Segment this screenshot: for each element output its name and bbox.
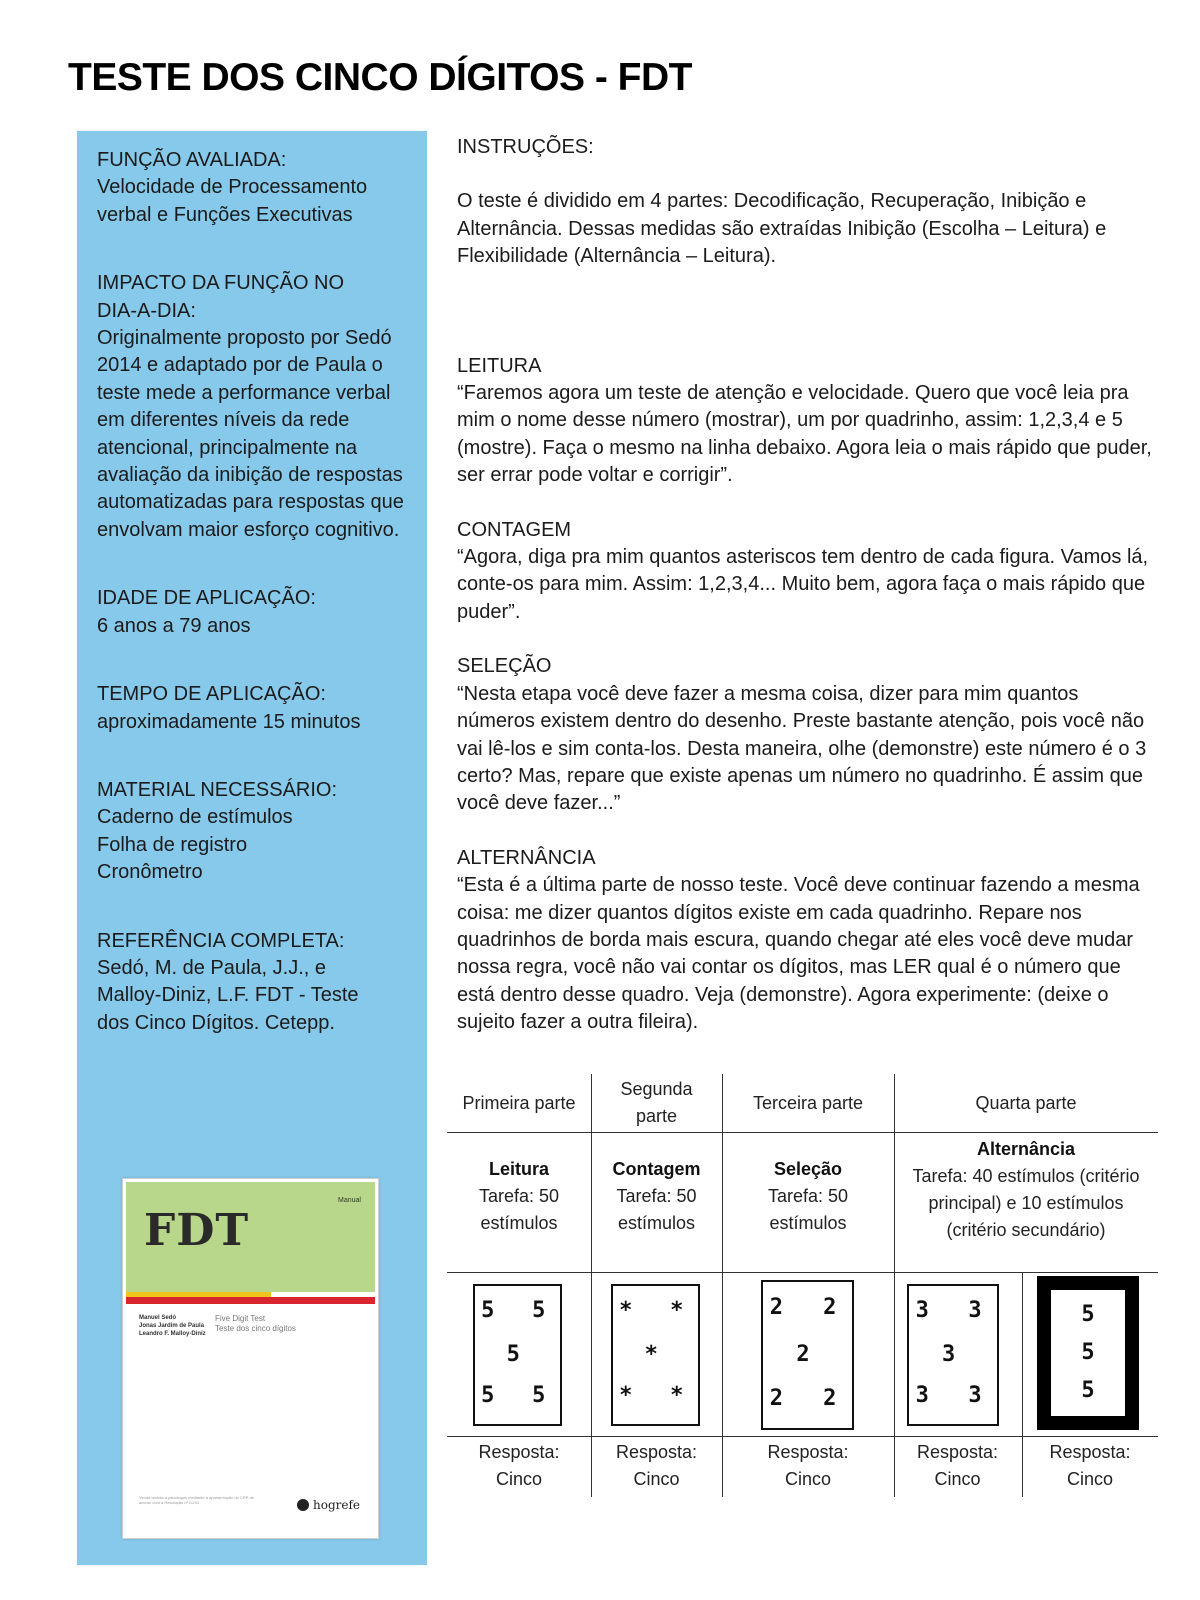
sidebar-block-material [97,777,417,887]
stimulus-symbol: 2 [796,1342,810,1367]
task-name: Alternância [976,1139,1076,1159]
table-divider [1022,1272,1023,1497]
section-heading-contagem: CONTAGEM [457,518,572,541]
table-header: Terceira parte [752,1092,864,1113]
stimulus-symbol: * [670,1297,684,1323]
sidebar-heading: REFERÊNCIA COMPLETA: [97,929,345,952]
section-text-selecao: “Nesta etapa você deve fazer a mesma coisa, dizer para mim quantos números existem dentro do desenho. Preste bastante atenção, pois você não vai lê-los e sim conta-los. Desta maneira, olhe (demonstre) este número é o 3 certo? Mas, repare que existe apenas um número no quadrinho. É assim que você deve fazer...” [457,682,1147,815]
cover-fine-print: Venda restrita a psicólogos mediante a apresentação do CRP de acordo com a Resolução nº 02/03 [139,1495,254,1505]
table-header: Quarta parte [975,1092,1077,1113]
stimulus-symbol: * [670,1383,684,1409]
cover-publisher [297,1498,360,1512]
stimulus-symbol: * [644,1342,658,1367]
cover-title: FDT [144,1205,250,1256]
cover-authors [139,1314,206,1338]
stimulus-card [473,1284,562,1426]
task-cell-selecao [722,1134,894,1258]
table-header: Primeira parte [462,1092,576,1113]
page-title: TESTE DOS CINCO DÍGITOS - FDT [68,56,692,99]
section-heading-alternancia: ALTERNÂNCIA [457,846,596,869]
cover-label: Manual [338,1197,361,1204]
cover-green-panel [126,1182,375,1292]
sidebar-block-idade [97,585,417,640]
task-cell-alternancia [894,1134,1158,1278]
section-heading-selecao: SELEÇÃO [457,655,552,678]
response-cell [894,1434,1021,1497]
cover-subtitle-line: Teste dos cinco dígitos [215,1324,296,1333]
stimulus-symbol: 3 [968,1297,982,1323]
sidebar-body: 6 anos a 79 anos [97,614,251,637]
stimulus-symbol: 5 [481,1297,495,1323]
stimulus-symbol: * [619,1297,633,1323]
stimulus-symbol: 5 [1081,1377,1095,1403]
stimulus-symbol: 3 [915,1383,929,1409]
stimulus-card [907,1284,999,1426]
sidebar-body: Sedó, M. de Paula, J.J., e Malloy-Diniz, L.F. FDT - Teste dos Cinco Dígitos. Cetepp. [97,956,359,1034]
sidebar-heading: FUNÇÃO AVALIADA: [97,149,287,171]
response-text: Resposta: Cinco [1049,1441,1131,1489]
stimulus-symbol: 3 [968,1383,982,1409]
table-divider [591,1074,592,1497]
sidebar-block-tempo [97,681,417,736]
sidebar-body: Velocidade de Processamento verbal e Funções Executivas [97,176,368,226]
sidebar-heading: IMPACTO DA FUNÇÃO NO DIA-A-DIA: [97,272,345,322]
table-rule [447,1436,1158,1437]
stimulus-card [761,1280,854,1430]
cover-subtitle-line: Five Digit Test [215,1314,266,1323]
sidebar-heading: TEMPO DE APLICAÇÃO: [97,683,326,706]
task-cell-leitura [447,1134,591,1258]
stimulus-symbol: 5 [1081,1340,1095,1365]
section-text-contagem: “Agora, diga pra mim quantos asteriscos tem dentro de cada figura. Vamos lá, conte-os para mim. Assim: 1,2,3,4... Muito bem, agora faça o mais rápido que puder”. [457,546,1149,623]
cover-author: Leandro F. Malloy-Diniz [139,1331,206,1337]
cover-author: Manuel Sedó [139,1315,177,1321]
task-detail: Tarefa: 50 estímulos [767,1185,849,1233]
stimulus-symbol: 3 [915,1297,929,1323]
task-detail: Tarefa: 50 estímulos [616,1185,697,1233]
stimulus-symbol: 2 [769,1385,783,1411]
section-heading-leitura: LEITURA [457,354,542,377]
task-detail: Tarefa: 40 estímulos (critério principal) e 10 estímulos (critério secundário) [912,1166,1140,1240]
table-rule [447,1132,1158,1133]
stimulus-symbol: 5 [532,1383,546,1409]
response-text: Resposta: Cinco [767,1441,849,1489]
cover-publisher-name: hogrefe [312,1498,360,1512]
fdt-parts-table [447,1074,1158,1497]
manual-cover-image [122,1178,379,1539]
cover-subtitle [215,1314,296,1334]
table-divider [894,1074,895,1497]
stimulus-symbol: 2 [769,1295,783,1321]
sidebar-body: Originalmente proposto por Sedó 2014 e adaptado por de Paula o teste mede a performance verbal em diferentes níveis da rede atencional, principalmente na avaliação da inibição de respostas automatizadas para respostas que envolvam maior esforço cognitivo. [97,327,404,541]
stimulus-card [611,1284,700,1426]
cover-author: Jonas Jardim de Paula [139,1323,205,1329]
stimulus-symbol: * [619,1383,633,1409]
table-rule [447,1272,1158,1273]
sidebar-block-funcao [97,147,417,229]
instructions-content [457,134,1157,1037]
sidebar-heading: IDADE DE APLICAÇÃO: [97,587,316,610]
stimulus-symbol: 5 [1081,1302,1095,1328]
sidebar-list-item: Caderno de estímulos [97,806,293,829]
response-cell [722,1434,894,1497]
section-text-alternancia: “Esta é a última parte de nosso teste. Você deve continuar fazendo a mesma coisa: me dizer quantos dígitos existe em cada quadrinho. Repare nos quadrinhos de borda mais escura, quando chegar até eles você deve mudar nossa regra, você não vai contar os dígitos, mas LER qual é o número que está dentro desse quadro. Veja (demonstre). Agora experimente: (deixe o sujeito fazer a outra fileira). [457,874,1140,1034]
stimulus-symbol: 2 [823,1295,837,1321]
sidebar-body: aproximadamente 15 minutos [97,710,361,733]
instructions-intro: O teste é dividido em 4 partes: Decodificação, Recuperação, Inibição e Alternância. Dessas medidas são extraídas Inibição (Escolha – Leitura) e Flexibilidade (Alternância – Leitura). [457,190,1107,268]
sidebar-block-impacto [97,270,417,544]
stimulus-symbol: 2 [823,1385,837,1411]
response-text: Resposta: Cinco [615,1441,698,1489]
sidebar-heading: MATERIAL NECESSÁRIO: [97,778,338,801]
task-cell-contagem [591,1134,722,1258]
cover-red-band [126,1297,375,1304]
response-text: Resposta: Cinco [916,1441,999,1489]
task-name: Seleção [773,1158,843,1179]
table-header-text: Segunda parte [620,1079,693,1126]
instructions-heading: INSTRUÇÕES: [457,136,594,158]
stimulus-symbol: 5 [481,1383,495,1409]
section-text-leitura: “Faremos agora um teste de atenção e velocidade. Quero que você leia pra mim o nome desse número (mostrar), um por quadrinho, assim: 1,2,3,4 e 5 (mostre). Faça o mesmo na linha debaixo. Agora leia o mais rápido que puder, ser errar pode voltar e corrigir”. [457,382,1152,487]
stimulus-symbol: 3 [941,1342,956,1367]
sidebar-block-referencia [97,928,417,1038]
sidebar-list-item: Folha de registro [97,833,248,856]
stimulus-symbol: 5 [506,1342,520,1367]
response-cell [1022,1434,1158,1497]
response-cell [447,1434,591,1497]
stimulus-card-bold [1037,1276,1139,1430]
table-divider [722,1074,723,1497]
sidebar-list-item: Cronômetro [97,861,203,884]
task-name: Leitura [488,1158,549,1179]
response-text: Resposta: Cinco [478,1441,560,1489]
task-detail: Tarefa: 50 estímulos [478,1185,560,1233]
table-header [591,1074,722,1132]
task-name: Contagem [612,1158,701,1179]
stimulus-symbol: 5 [532,1297,546,1323]
response-cell [591,1434,722,1497]
hogrefe-logo-icon [297,1499,309,1511]
